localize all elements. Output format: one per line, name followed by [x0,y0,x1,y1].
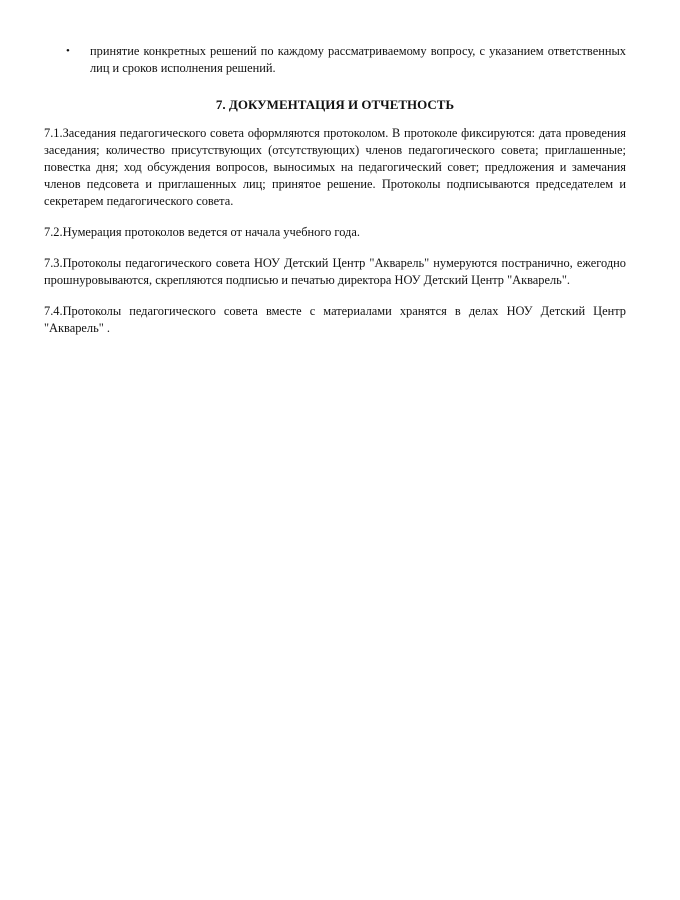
list-item-text: принятие конкретных решений по каждому рассматриваемому вопросу, с указанием ответственных лиц и сроков исполнения решений. [90,44,626,75]
paragraph-7-4: 7.4.Протоколы педагогического совета вместе с материалами хранятся в делах НОУ Детский Центр "Акварель" . [44,304,626,335]
paragraph-7-3: 7.3.Протоколы педагогического совета НОУ Детский Центр "Акварель" нумеруются постранично, ежегодно прошнуровываются, скрепляются подписью и печатью директора НОУ Детский Центр "Акварель". [44,256,626,287]
bullet-marker: • [66,45,70,57]
document-body [44,43,626,351]
paragraph-7-1: 7.1.Заседания педагогического совета оформляются протоколом. В протоколе фиксируются: дата проведения заседания; количество присутствующих (отсутствующих) членов педагогического совета; приглашенные; повестка дня; ход обсуждения вопросов, выносимых на педагогический совет; предложения и замечания членов педсовета и приглашенных лиц; принятое решение. Протоколы подписываются председателем и секретарем педагогического совета. [44,126,626,208]
paragraph-7-2: 7.2.Нумерация протоколов ведется от начала учебного года. [44,225,360,239]
list-item [44,43,626,77]
section-heading: 7. ДОКУМЕНТАЦИЯ И ОТЧЕТНОСТЬ [215,97,455,112]
